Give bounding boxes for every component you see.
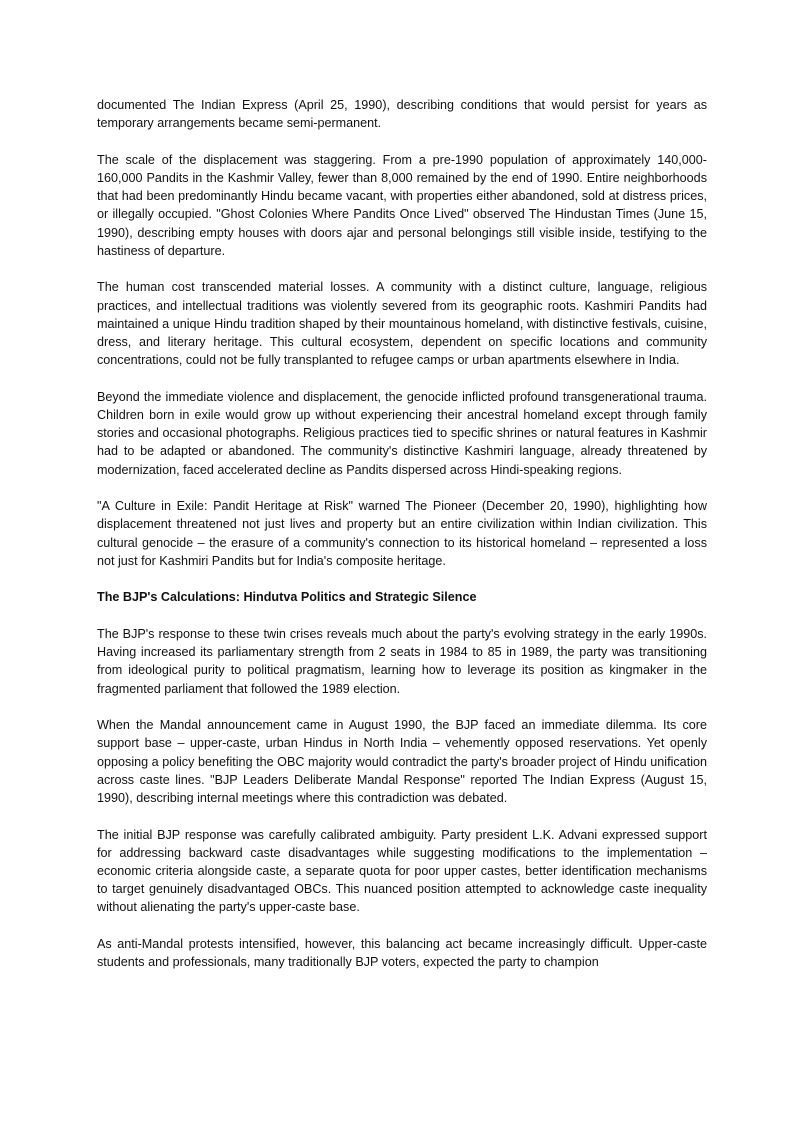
section-paragraph-2: When the Mandal announcement came in August 1990, the BJP faced an immediate dilemma. Its core support base – upper-caste, urban Hindus in North India – vehemently opposed reservations. Yet openly opposing a policy benefiting the OBC majority would contradict the party's broader project of Hindu unification across caste lines. "BJP Leaders Deliberate Mandal Response" reported The Indian Express (August 15, 1990), describing internal meetings where this contradiction was debated. [97, 718, 707, 806]
section-heading: The BJP's Calculations: Hindutva Politics and Strategic Silence [97, 590, 477, 605]
section-paragraph-3: The initial BJP response was carefully calibrated ambiguity. Party president L.K. Advani expressed support for addressing backward caste disadvantages while suggesting modifications to the implementation – economic criteria alongside caste, a separate quota for poor upper castes, better identification mechanisms to target genuinely disadvantaged OBCs. This nuanced position attempted to acknowledge caste inequality without alienating the party's upper-caste base. [97, 827, 707, 915]
paragraph-3: The human cost transcended material losses. A community with a distinct culture, language, religious practices, and intellectual traditions was violently severed from its geographic roots. Kashmiri Pandits had maintained a unique Hindu tradition shaped by their mountainous homeland, with distinctive festivals, cuisine, dress, and literary heritage. This cultural ecosystem, dependent on specific locations and community concentrations, could not be fully transplanted to refugee camps or urban apartments elsewhere in India. [97, 280, 707, 368]
section-paragraph-4: As anti-Mandal protests intensified, however, this balancing act became increasingly difficult. Upper-caste students and professionals, many traditionally BJP voters, expected the party to champion [97, 937, 707, 970]
section-paragraph-1: The BJP's response to these twin crises reveals much about the party's evolving strategy in the early 1990s. Having increased its parliamentary strength from 2 seats in 1984 to 85 in 1989, the party was transitioning from ideological purity to political pragmatism, learning how to leverage its position as kingmaker in the fragmented parliament that followed the 1989 election. [97, 627, 707, 696]
paragraph-2: The scale of the displacement was staggering. From a pre-1990 population of approximately 140,000-160,000 Pandits in the Kashmir Valley, fewer than 8,000 remained by the end of 1990. Entire neighborhoods that had been predominantly Hindu became vacant, with properties either abandoned, sold at distress prices, or illegally occupied. "Ghost Colonies Where Pandits Once Lived" observed The Hindustan Times (June 15, 1990), describing empty houses with doors ajar and personal belongings still visible inside, testifying to the hastiness of departure. [97, 152, 707, 258]
paragraph-5: "A Culture in Exile: Pandit Heritage at Risk" warned The Pioneer (December 20, 1990), highlighting how displacement threatened not just lives and property but an entire civilization within Indian civilization. This cultural genocide – the erasure of a community's connection to its historical homeland – represented a loss not just for Kashmiri Pandits but for India's composite heritage. [97, 499, 707, 568]
document-page [97, 96, 707, 990]
paragraph-4: Beyond the immediate violence and displacement, the genocide inflicted profound transgenerational trauma. Children born in exile would grow up without experiencing their ancestral homeland except through family stories and occasional photographs. Religious practices tied to specific shrines or natural features in Kashmir had to be adapted or abandoned. The community's distinctive Kashmiri language, already threatened by modernization, faced accelerated decline as Pandits dispersed across Hindi-speaking regions. [97, 389, 707, 477]
paragraph-1: documented The Indian Express (April 25, 1990), describing conditions that would persist for years as temporary arrangements became semi-permanent. [97, 98, 707, 131]
